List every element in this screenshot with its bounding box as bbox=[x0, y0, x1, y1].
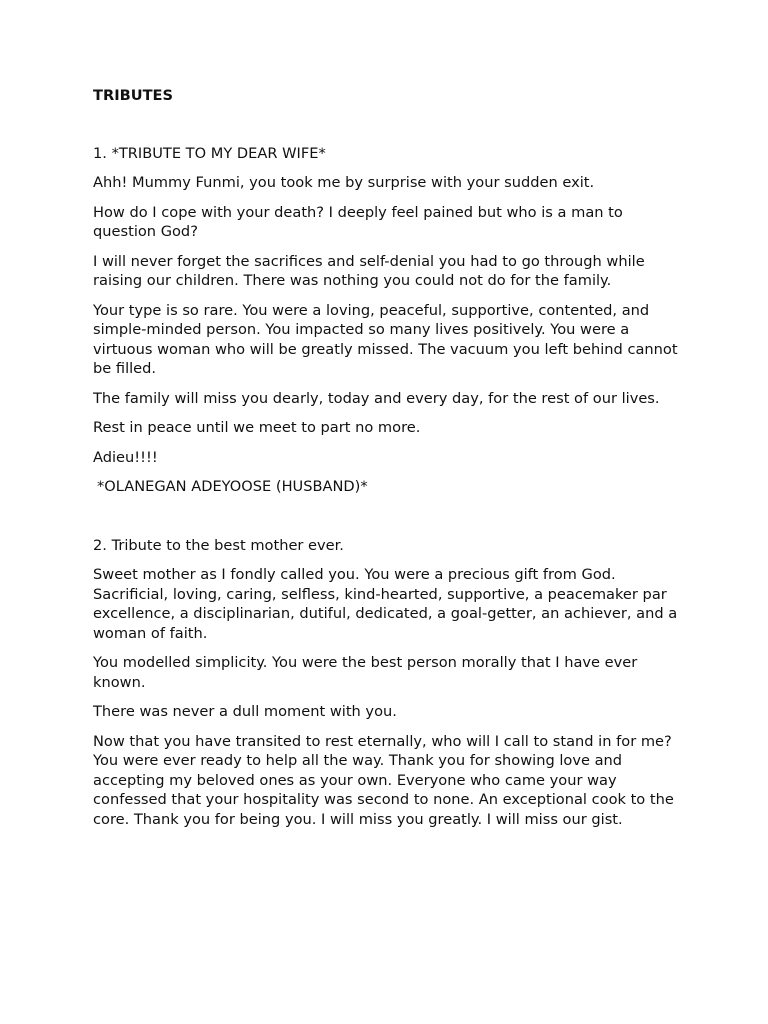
tribute-2-paragraph: Sweet mother as I fondly called you. You were a precious gift from God. Sacrificial, loving, caring, selfless, kind-hearted, supportive, a peacemaker par excellence, a disciplinarian, dutiful, dedicated, a goal-getter, an achiever, and a woman of faith. bbox=[93, 566, 678, 642]
tribute-2-paragraph: There was never a dull moment with you. bbox=[93, 703, 397, 720]
tribute-1-paragraph: The family will miss you dearly, today and every day, for the rest of our lives. bbox=[93, 389, 660, 407]
tribute-2-paragraph: You modelled simplicity. You were the best person morally that I have ever known. bbox=[93, 654, 638, 691]
tribute-1-paragraph: Ahh! Mummy Funmi, you took me by surprise with your sudden exit. bbox=[93, 174, 595, 191]
tribute-1-heading: 1. *TRIBUTE TO MY DEAR WIFE* bbox=[93, 144, 326, 162]
document-page bbox=[93, 86, 683, 829]
tribute-1-paragraph: I will never forget the sacrifices and self-denial you had to go through while raising our children. There was nothing you could not do for the family. bbox=[93, 252, 645, 289]
tribute-1-paragraph: How do I cope with your death? I deeply feel pained but who is a man to question God? bbox=[93, 203, 623, 240]
tribute-1-signature: *OLANEGAN ADEYOOSE (HUSBAND)* bbox=[97, 478, 368, 495]
tribute-2-heading: 2. Tribute to the best mother ever. bbox=[93, 536, 344, 554]
document-title: TRIBUTES bbox=[93, 87, 174, 104]
tribute-2-paragraph: Now that you have transited to rest eternally, who will I call to stand in for me? You were ever ready to help all the way. Thank you for showing love and accepting my beloved ones as your own. Everyone who came your way confessed that your hospitality was second to none. An exceptional cook to the core. Thank you for being you. I will miss you greatly. I will miss our gist. bbox=[93, 732, 674, 828]
tribute-1-paragraph: Your type is so rare. You were a loving, peaceful, supportive, contented, and simple-minded person. You impacted so many lives positively. You were a virtuous woman who will be greatly missed. The vacuum you left behind cannot be filled. bbox=[93, 301, 678, 377]
tribute-1-paragraph: Adieu!!!! bbox=[93, 448, 158, 466]
tribute-1-paragraph: Rest in peace until we meet to part no more. bbox=[93, 419, 421, 436]
